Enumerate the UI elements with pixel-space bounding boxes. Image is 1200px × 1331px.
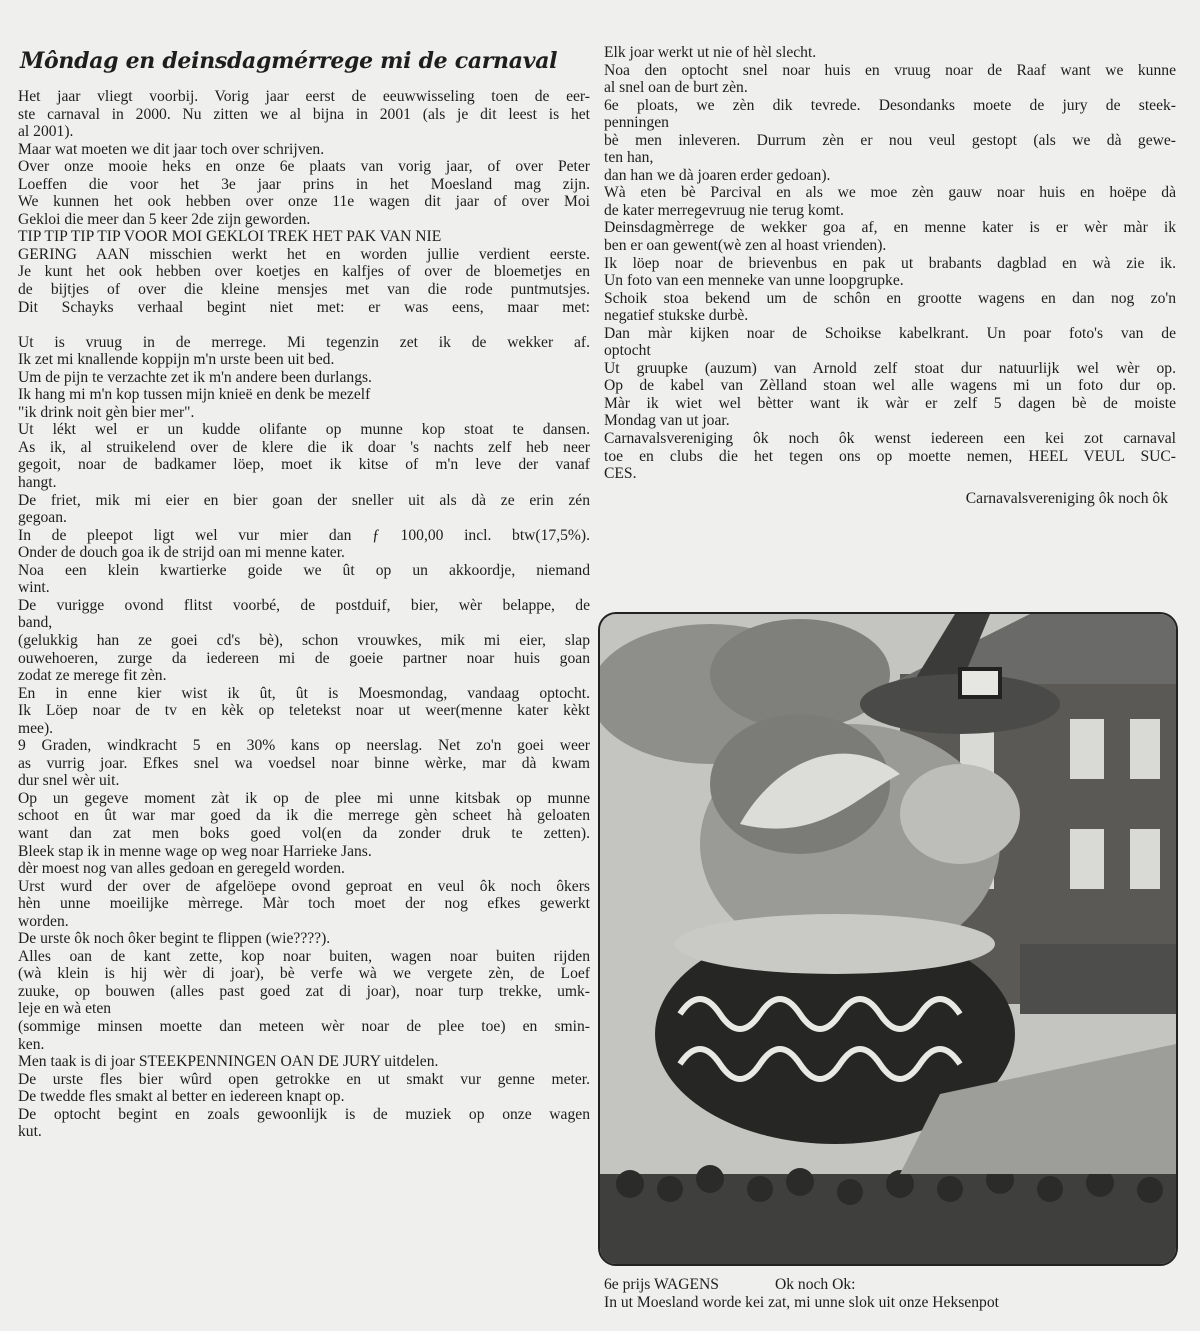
text-line: mee). [18, 719, 54, 737]
text-line: GERING AAN misschien werkt het en worden jullie verdient eerste. [18, 245, 590, 263]
caption-prize: 6e prijs WAGENS [604, 1276, 719, 1293]
photo-caption [604, 1276, 1176, 1312]
article-title: Môndag en deinsdagmérrege mi de carnaval [20, 48, 558, 74]
text-line: dèr moest nog van alles gedoan en geregeld worden. [18, 860, 345, 878]
text-line: Je kunt het ook hebben over koetjes en kalfjes of over de bloemetjes en [18, 263, 590, 281]
text-line: optocht [604, 342, 651, 360]
text-line [18, 316, 590, 334]
left-column [18, 44, 590, 1141]
text-line: De twedde fles smakt al better en iedereen knapt op. [18, 1088, 345, 1106]
text-line: Loeffen die voor het 3e jaar prins in het Moesland mag zijn. [18, 175, 590, 193]
text-line: gegoan. [18, 509, 67, 527]
text-line: "ik drink noit gèn bier mer". [18, 403, 195, 421]
text-line: Op de kabel van Zèlland stoan wel alle wagens mi un foto dur op. [604, 377, 1176, 395]
signature: Carnavalsvereniging ôk noch ôk [965, 489, 1168, 507]
text-line: Ik zet mi knallende koppijn m'n urste been uit bed. [18, 351, 335, 369]
text-line: Ik löep noar de brievenbus en pak ut brabants dagblad en wà zie ik. [604, 254, 1176, 272]
text-line: Dit Schayks verhaal begint niet met: er was eens, maar met: [18, 298, 590, 316]
text-line: Onder de douch goa ik de strijd oan mi menne kater. [18, 544, 345, 562]
text-line: Elk joar werkt ut nie of hèl slecht. [604, 44, 817, 61]
text-line: zuuke, op bouwen (alles past goed zat di joar), noar turp trekke, umk- [18, 982, 590, 1000]
text-line: De vurigge ovond flitst voorbé, de postduif, bier, wèr belappe, de [18, 596, 590, 614]
text-line: al snel oan de burt zèn. [604, 79, 748, 97]
text-line: Ik hang mi m'n kop tussen mijn knieë en denk be mezelf [18, 386, 371, 404]
text-line: ouwehoeren, zurge da iedereen mi de goeie partner noar huis goan [18, 649, 590, 667]
text-line: hèn unne moeilijke mèrrege. Màr toch moet der nog efkes gewerkt [18, 895, 590, 913]
text-line: want dan zat men boks goed vol(en da zonder druk te zetten). [18, 824, 590, 842]
text-line: As ik, al struikelend over de klere die ik doar 's nachts zelf heb neer [18, 438, 590, 456]
text-line: gegoit, noar de badkamer löep, moet ik kitse of m'n leve der vanaf [18, 456, 590, 474]
text-line: zodat ze merege fit zèn. [18, 667, 167, 685]
text-line: Wà eten bè Parcival en als we moe zèn gauw noar huis en hoëpe dà [604, 184, 1176, 202]
text-line: de bijtjes of over die kleine mensjes met van die rode puntmutsjes. [18, 281, 590, 299]
text-line: band, [18, 614, 53, 632]
text-line: penningen [604, 114, 669, 132]
text-line: (wà klein is hij wèr di joar), bè verfe wà we vergete zèn, de Loef [18, 965, 590, 983]
text-line: Mondag van ut joar. [604, 412, 730, 430]
photo-illustration [600, 614, 1176, 1264]
caption-club: Ok noch Ok: [774, 1276, 856, 1293]
text-line: al 2001). [18, 123, 74, 141]
text-line: Men taak is di joar STEEKPENNINGEN OAN DE JURY uitdelen. [18, 1053, 439, 1071]
text-line: wint. [18, 579, 50, 597]
text-line: Màr ik wiet wel bètter want ik wàr er zelf 5 dagen bè de moiste [604, 394, 1176, 412]
text-line: Alles oan de kant zette, kop noar buiten, wagen noar buiten rijden [18, 947, 590, 965]
text-line: Dan màr kijken noar de Schoikse kabelkrant. Un poar foto's van de [604, 324, 1176, 342]
text-line: bè men inleveren. Durrum zèn er nou veul gestopt (als we dà gewe- [604, 131, 1176, 149]
text-line: Ik Löep noar de tv en kèk op teletekst noar ut weer(menne kater kèkt [18, 702, 590, 720]
text-line: schoot en ût war mar goed da ik die merrege gèn scheet hà geloaten [18, 807, 590, 825]
right-column [604, 44, 1176, 509]
text-line: as vurrig joar. Efkes snel wa voedsel noar binne wèrke, mar dà kwam [18, 754, 590, 772]
text-line: hangt. [18, 474, 57, 492]
text-line: leje en wà eten [18, 1000, 112, 1018]
text-line: Gekloi die meer dan 5 keer 2de zijn geworden. [18, 210, 311, 228]
text-line: worden. [18, 912, 69, 930]
text-line: De optocht begint en zoals gewoonlijk is de muziek op onze wagen [18, 1105, 590, 1123]
text-line: Urst wurd der over de afgelöepe ovond geproat en veul ôk noch ôkers [18, 877, 590, 895]
text-line: TIP TIP TIP TIP VOOR MOI GEKLOI TREK HET PAK VAN NIE [18, 228, 442, 246]
text-line: Ut is vruug in de merrege. Mi tegenzin zet ik de wekker af. [18, 333, 590, 351]
text-line: Maar wat moeten we dit jaar toch over schrijven. [18, 140, 325, 158]
text-line: dan han we dà joaren erder gedoan). [604, 166, 831, 184]
caption-motto: In ut Moesland worde kei zat, mi unne slok uit onze Heksenpot [604, 1294, 999, 1311]
text-line: Um de pijn te verzachte zet ik m'n andere been durlangs. [18, 368, 372, 386]
text-line: Noa een klein kwartierke goide we ût op un akkoordje, niemand [18, 561, 590, 579]
text-line: Un foto van een menneke van unne loopgrupke. [604, 272, 904, 290]
text-line: Over onze mooie heks en onze 6e plaats van vorig jaar, of over Peter [18, 158, 590, 176]
text-line: De friet, mik mi eier en bier goan der sneller uit als dà ze erin zén [18, 491, 590, 509]
text-line: kut. [18, 1123, 42, 1141]
text-line: Het jaar vliegt voorbij. Vorig jaar eerst de eeuwwisseling toen de eer- [18, 88, 590, 105]
text-line: (gelukkig han ze goei cd's bè), schon vrouwkes, mik mi eier, slap [18, 631, 590, 649]
text-line: Carnavalsvereniging ôk noch ôk wenst iedereen een kei zot carnaval [604, 430, 1176, 448]
text-line: We kunnen het ook hebben over onze 11e wagen dit jaar of over Moi [18, 193, 590, 211]
text-line: Ut lékt wel er un kudde olifante op munne kop stoat te dansen. [18, 421, 590, 439]
text-line: Op un gegeve moment zàt ik op de plee mi unne kitsbak op munne [18, 789, 590, 807]
carnival-float-photo [598, 612, 1178, 1266]
text-line: 6e ploats, we zèn dik tevrede. Desondanks moete de jury de steek- [604, 96, 1176, 114]
text-line: ten han, [604, 149, 654, 167]
text-line: 9 Graden, windkracht 5 en 30% kans op neerslag. Net zo'n goei weer [18, 737, 590, 755]
text-line: ken. [18, 1035, 45, 1053]
text-line: (sommige minsen moette dan meteen wèr noar de plee toe) en smin- [18, 1017, 590, 1035]
right-column-text [604, 44, 1176, 483]
text-line: dur snel wèr uit. [18, 772, 120, 790]
text-line: De urste fles bier wûrd open getrokke en ut smakt vur genne meter. [18, 1070, 590, 1088]
caption-line [604, 1276, 1176, 1294]
text-line: Ut gruupke (auzum) van Arnold zelf stoat dur natuurlijk wel wèr op. [604, 359, 1176, 377]
text-line: ben er oan gewent(wè zen al hoast vrienden). [604, 237, 887, 255]
text-line: De urste ôk noch ôker begint te flippen (wie????). [18, 930, 331, 948]
text-line: In de pleepot ligt wel vur mier dan ƒ 100,00 incl. btw(17,5%). [18, 526, 590, 544]
text-line: Bleek stap ik in menne wage op weg noar Harrieke Jans. [18, 842, 372, 860]
text-line: CES. [604, 465, 637, 483]
left-column-text [18, 88, 590, 1141]
text-line: negatief stukske durbè. [604, 307, 749, 325]
text-line: de kater merregevruug nie terug komt. [604, 201, 844, 219]
text-line: Schoik stoa bekend um de schôn en grootte wagens en dan nog zo'n [604, 289, 1176, 307]
text-line: En in enne kier wist ik ût, ût is Moesmondag, vandaag optocht. [18, 684, 590, 702]
text-line: ste carnaval in 2000. Nu zitten we al bijna in 2001 (als je dit leest is het [18, 105, 590, 123]
text-line: toe en clubs die het tegen ons op moette nemen, HEEL VEUL SUC- [604, 447, 1176, 465]
text-line: Noa den optocht snel noar huis en vruug noar de Raaf want we kunne [604, 61, 1176, 79]
text-line: Deinsdagmèrrege de wekker goa af, en menne kater is er wèr màr ik [604, 219, 1176, 237]
